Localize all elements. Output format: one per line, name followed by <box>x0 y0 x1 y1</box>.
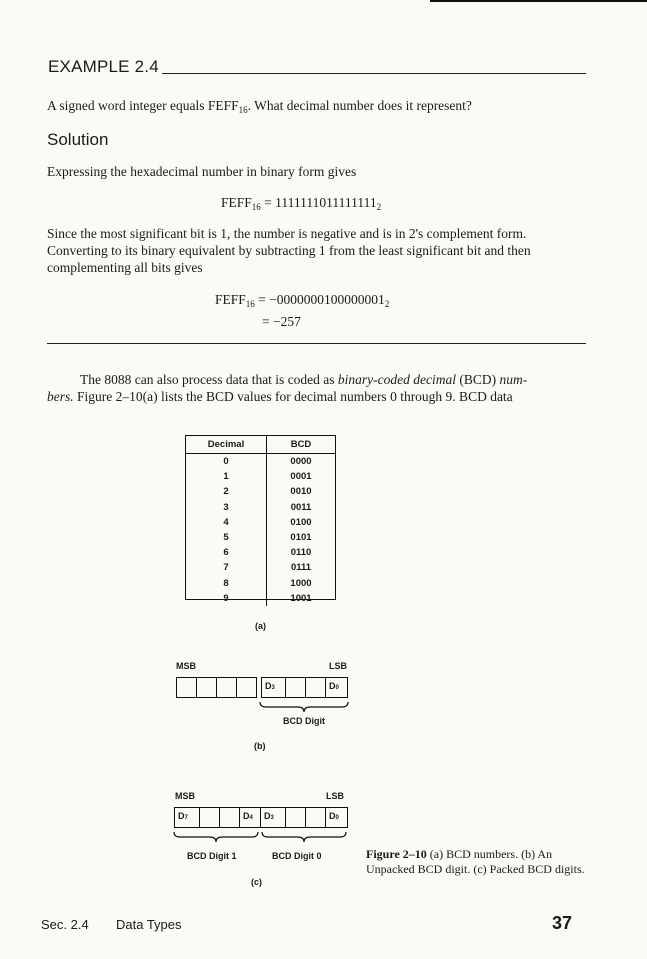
bcd-cell: 0110 <box>290 547 312 559</box>
table-row <box>186 545 335 560</box>
solution-intro: Expressing the hexadecimal number in binary form gives <box>47 164 357 179</box>
bcd-cell: 0101 <box>290 532 312 544</box>
table-row <box>186 469 335 484</box>
equation-2-result: = −257 <box>262 314 301 329</box>
bit-cell <box>216 677 237 698</box>
table-row <box>186 560 335 575</box>
question-text: A signed word integer equals $FEFF_{16}$. What decimal number does it represent? <box>47 98 472 115</box>
bcd-cell: 1001 <box>290 592 312 604</box>
bit-cell-d3: D3 <box>260 807 286 828</box>
figure-b-lsb: LSB <box>329 661 347 671</box>
figure-b-msb: MSB <box>176 661 196 671</box>
decimal-cell: 2 <box>186 484 267 499</box>
bcd-digit-label: BCD Digit <box>283 716 325 726</box>
table-header-bcd: BCD <box>267 436 336 454</box>
bit-cell <box>236 677 257 698</box>
figure-c-lsb: LSB <box>326 791 344 801</box>
bit-cell-d0: D0 <box>325 807 348 828</box>
table-row <box>186 484 335 499</box>
example-title: EXAMPLE 2.4 <box>48 57 159 76</box>
top-edge-rule <box>430 0 647 2</box>
bcd-table-frame <box>185 435 336 604</box>
body-paragraph: The 8088 can also process data that is coded as binary-coded decimal (BCD) num- bers. Figure 2–10(a) lists the BCD values for decimal numbers 0 through 9. BCD data <box>47 372 528 404</box>
bit-cell <box>196 677 217 698</box>
bcd-cell: 0001 <box>290 471 312 483</box>
footer-title: Data Types <box>116 917 182 932</box>
bit-cell-d3: D3 <box>261 677 286 698</box>
bit-cell <box>305 677 326 698</box>
bcd-cell: 0010 <box>290 486 312 498</box>
bit-cell-d4: D4 <box>239 807 261 828</box>
brace-bcd-digits <box>172 830 352 845</box>
bit-cell <box>285 807 306 828</box>
bit-cell <box>199 807 220 828</box>
equation-2: $FEFF_{16} = -0000000100000001_2$ <box>215 292 390 309</box>
para-line: Converting to its binary equivalent by subtracting 1 from the least significant bit and then <box>47 243 531 258</box>
example-end-rule <box>47 343 586 344</box>
equation-1: $FEFF_{16} = 1111111011111111_2$ <box>221 195 382 212</box>
bit-cell-d7: D7 <box>174 807 200 828</box>
table-row <box>186 515 335 530</box>
page-number: 37 <box>552 913 573 933</box>
decimal-cell: 6 <box>186 545 267 560</box>
figure-c-label: (c) <box>251 877 262 887</box>
decimal-cell: 3 <box>186 500 267 515</box>
bit-cell <box>285 677 306 698</box>
bit-cell-d0: D0 <box>325 677 348 698</box>
figure-a-label: (a) <box>255 621 266 631</box>
bcd-table <box>186 436 335 606</box>
solution-paragraph <box>47 225 592 276</box>
decimal-cell: 7 <box>186 560 267 575</box>
decimal-cell: 9 <box>186 591 267 606</box>
bcd-digit-0-label: BCD Digit 0 <box>272 851 322 861</box>
decimal-cell: 0 <box>186 454 267 470</box>
example-title-rule <box>162 73 586 74</box>
para-line: Since the most significant bit is 1, the number is negative and is in 2's complement form. <box>47 226 527 241</box>
figure-caption: Figure 2–10 (a) BCD numbers. (b) An Unpacked BCD digit. (c) Packed BCD digits. <box>366 847 585 876</box>
decimal-cell: 4 <box>186 515 267 530</box>
bit-cell <box>219 807 240 828</box>
bcd-cell: 1000 <box>290 577 312 589</box>
table-header-decimal: Decimal <box>186 436 267 454</box>
table-row <box>186 576 335 591</box>
bcd-digit-1-label: BCD Digit 1 <box>187 851 237 861</box>
table-row <box>186 500 335 515</box>
decimal-cell: 1 <box>186 469 267 484</box>
table-row <box>186 530 335 545</box>
solution-heading: Solution <box>47 130 109 149</box>
decimal-cell: 8 <box>186 576 267 591</box>
table-row <box>186 454 335 470</box>
figure-c-msb: MSB <box>175 791 195 801</box>
para-line: complementing all bits gives <box>47 260 203 275</box>
footer-section: Sec. 2.4 <box>41 917 89 932</box>
bcd-cell: 0111 <box>290 562 312 574</box>
bcd-cell: 0100 <box>290 516 312 528</box>
table-row <box>186 591 335 606</box>
bcd-cell: 0011 <box>290 501 312 513</box>
decimal-cell: 5 <box>186 530 267 545</box>
bit-cell <box>305 807 326 828</box>
bcd-cell: 0000 <box>290 456 312 468</box>
brace-bcd-digit <box>258 700 350 714</box>
bit-cell <box>176 677 197 698</box>
figure-b-label: (b) <box>254 741 266 751</box>
